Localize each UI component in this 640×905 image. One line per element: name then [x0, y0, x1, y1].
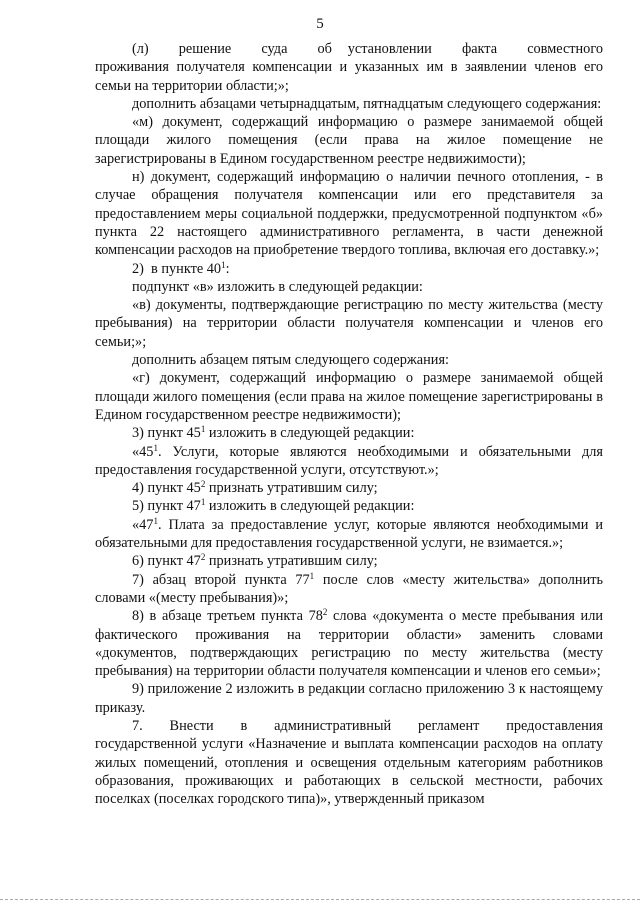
paragraph: [95, 497, 603, 515]
paragraph-text: 4) пункт 45: [132, 480, 201, 497]
page-number: 5: [316, 16, 324, 32]
paragraph-text: 2) в пункте 40: [132, 260, 222, 277]
paragraph-text: дополнить абзацами четырнадцатым, пятнадцатым следующего содержания:: [132, 95, 602, 112]
paragraph: [95, 168, 603, 259]
paragraph: [95, 369, 603, 424]
superscript: 1: [221, 259, 226, 270]
paragraph-text: 8) в абзаце третьем пункта 78: [132, 608, 323, 625]
paragraph-text: признать утратившим силу;: [205, 553, 378, 570]
document-body: [95, 40, 603, 808]
paragraph-text: изложить в следующей редакции:: [205, 498, 415, 515]
paragraph: [95, 607, 603, 680]
superscript: 1: [200, 424, 206, 435]
paragraph-text: после слов «месту жительства» дополнить словами «(месту пребывания)»;: [95, 571, 603, 606]
paragraph-text: изложить в следующей редакции:: [205, 425, 415, 442]
paragraph-text: «в) документы, подтверждающие регистрацию по месту жительства (месту пребывания) на территории области получателя компенсации и членов его семьи;»;: [95, 297, 603, 350]
paragraph: [95, 260, 603, 278]
paragraph: [95, 113, 603, 168]
paragraph-text: . Плата за предоставление услуг, которые являются необходимыми и обязательными для предоставления государственной услуги, не взимается.»;: [95, 516, 603, 552]
paragraph: [95, 552, 603, 570]
paragraph: [95, 571, 603, 608]
paragraph-text: «м) документ, содержащий информацию о размере занимаемой общей площади жилого помещения (если права на жилое помещение не зарегистрированы в Едином государственном реестре недвижимости);: [95, 114, 603, 167]
paragraph-text: «45: [132, 443, 154, 460]
paragraph: [95, 351, 603, 369]
paragraph: [95, 717, 603, 808]
paragraph: [95, 424, 603, 442]
paragraph-text: «г) документ, содержащий информацию о размере занимаемой общей площади жилого помещения (если права на жилое помещение зарегистрированы в Едином государственном реестре недвижимости);: [95, 370, 603, 423]
paragraph: [95, 40, 603, 95]
paragraph: [95, 680, 603, 717]
superscript: 1: [153, 442, 158, 453]
paragraph-text: :: [225, 260, 230, 277]
paragraph: [95, 278, 603, 296]
paragraph-text: (л) решение суда об установлении факта совместного проживания получателя компенсации и указанных им в заявлении членов его семьи на территории области;»;: [95, 41, 603, 94]
paragraph-text: дополнить абзацем пятым следующего содержания:: [132, 352, 449, 369]
paragraph-text: «47: [132, 516, 154, 533]
paragraph-text: признать утратившим силу;: [205, 480, 378, 497]
page-bottom-edge: [0, 899, 640, 901]
superscript: 2: [200, 552, 206, 563]
superscript: 1: [200, 497, 206, 508]
paragraph-text: 7. Внести в административный регламент предоставления государственной услуги «Назначение и выплата компенсации расходов на оплату жилых помещений, отопления и освещения отдельным категориям работников образования, проживающих и работающих в сельской местности, рабочих поселках (поселках городского типа)», утвержденный приказом: [95, 717, 603, 808]
paragraph-text: 3) пункт 45: [132, 425, 201, 442]
paragraph-text: 5) пункт 47: [132, 498, 201, 515]
paragraph-text: 7) абзац второй пункта 77: [132, 571, 310, 588]
paragraph-text: 9) приложение 2 изложить в редакции согласно приложению 3 к настоящему приказу.: [95, 681, 603, 716]
paragraph-text: слова «документа о месте пребывания или фактического проживания на территории области» заменить словами «документов, подтверждающих регистрацию по месту жительства (месту пребывания) на территории области получателя компенсации и членов его семьи»;: [95, 608, 603, 680]
superscript: 2: [200, 479, 206, 490]
superscript: 1: [309, 570, 315, 581]
paragraph: [95, 443, 603, 480]
paragraph-text: 6) пункт 47: [132, 553, 201, 570]
paragraph: [95, 95, 603, 113]
superscript: 2: [322, 607, 328, 618]
paragraph: [95, 516, 603, 553]
superscript: 1: [153, 515, 158, 526]
paragraph: [95, 296, 603, 351]
paragraph: [95, 479, 603, 497]
paragraph-text: н) документ, содержащий информацию о наличии печного отопления, - в случае обращения получателя компенсации или его представителя за предоставлением меры социальной поддержки, предусмотренной подпунктом «б» пункта 22 настоящего административного регламента, в части денежной компенсации расходов на приобретение твердого топлива, включая его доставку.»;: [95, 169, 603, 259]
paragraph-text: . Услуги, которые являются необходимыми и обязательными для предоставления государственной услуги, отсутствуют.»;: [95, 443, 603, 478]
paragraph-text: подпункт «в» изложить в следующей редакции:: [132, 278, 423, 295]
